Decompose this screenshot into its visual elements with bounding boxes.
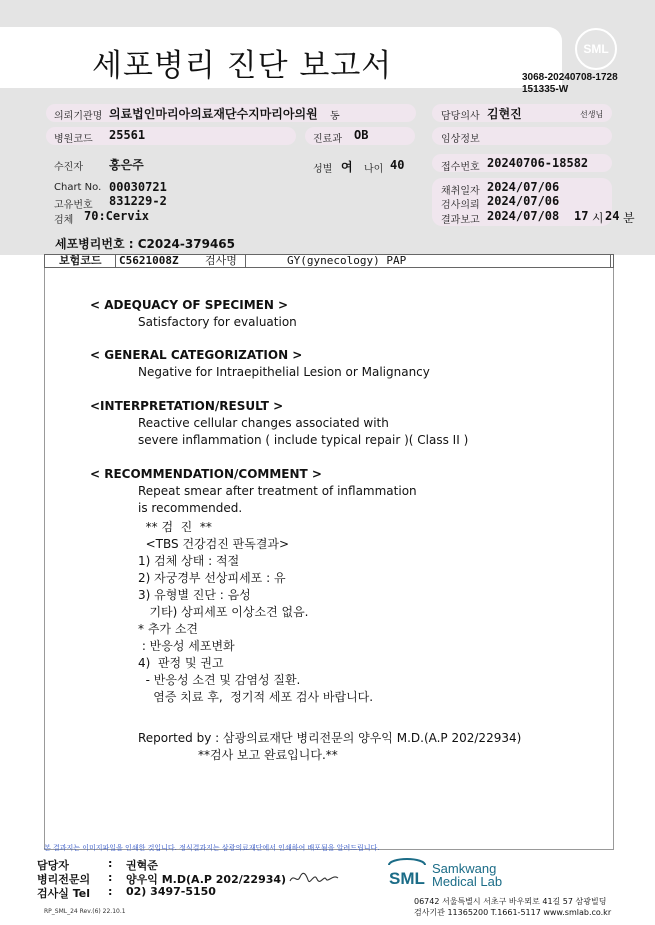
recommendation-line: 2) 자궁경부 선상피세포 : 유 <box>138 571 286 585</box>
insurance-row <box>44 254 614 268</box>
cyto-number: 세포병리번호 : C2024-379465 <box>55 237 235 251</box>
dong-label: 동 <box>330 111 340 122</box>
receipt-value: 20240706-18582 <box>487 156 589 170</box>
patient-label: 수진자 <box>54 162 83 173</box>
recommendation-line: Repeat smear after treatment of inflammation <box>138 484 417 498</box>
chart-label: Chart No. <box>54 182 102 193</box>
sex-value: 여 <box>341 160 353 174</box>
recommendation-line: * 추가 소견 <box>138 622 198 636</box>
hospital-value: 의료법인마리아의료재단수지마리아의원 <box>109 107 318 121</box>
interpretation-line: Reactive cellular changes associated with <box>138 416 389 430</box>
divider <box>115 255 116 267</box>
dept-value: OB <box>354 128 369 142</box>
report-completed: **검사 보고 완료입니다.** <box>198 748 338 762</box>
company-agency: 검사기관 11365200 T.1661-5117 www.smlab.co.kr <box>414 908 612 917</box>
adequacy-text: Satisfactory for evaluation <box>138 315 297 329</box>
result-hour-unit: 시 <box>592 211 604 225</box>
company-address: 06742 서울특별시 서초구 바우뫼로 41길 57 삼광빌딩 <box>414 897 607 906</box>
insurance-code-value: C5621008Z <box>119 254 179 267</box>
colon: : <box>108 885 113 898</box>
company-line2: Medical Lab <box>432 874 503 889</box>
notice-text: 본 결과지는 이미지파일을 인쇄한 것입니다. 정식결과지는 삼광의료재단에서 인쇄하여 배포됨을 알려드립니다. <box>44 844 380 852</box>
sex-label: 성별 <box>313 164 333 175</box>
signature-image <box>288 870 340 890</box>
recommendation-line: 기타) 상피세포 이상소견 없음. <box>138 605 309 619</box>
result-min-unit: 분 <box>623 211 635 225</box>
dept-label: 진료과 <box>313 134 342 145</box>
doctor-label: 담당의사 <box>441 111 480 122</box>
result-label: 결과보고 <box>441 215 480 226</box>
lab-tel-value: 02) 3497-5150 <box>126 885 216 898</box>
general-text: Negative for Intraepithelial Lesion or Malignancy <box>138 365 430 379</box>
recommendation-header: < RECOMMENDATION/COMMENT > <box>90 467 322 481</box>
patient-value: 홍은주 <box>109 158 144 172</box>
sml-logo-icon: SML <box>575 28 617 70</box>
recommendation-line: 4) 판정 및 권고 <box>138 656 224 670</box>
manager-label: 담당자 <box>37 859 69 872</box>
interpretation-header: <INTERPRETATION/RESULT > <box>90 399 284 413</box>
company-line1: Samkwang <box>432 861 497 876</box>
hospital-code-value: 25561 <box>109 128 146 142</box>
test-name-value: GY(gynecology) PAP <box>287 254 407 267</box>
recommendation-line: 3) 유형별 진단 : 음성 <box>138 588 251 602</box>
recommendation-line: 1) 검체 상태 : 적절 <box>138 554 240 568</box>
insurance-code-label: 보험코드 <box>59 254 102 267</box>
recommendation-line: is recommended. <box>138 501 243 515</box>
result-min: 24 <box>605 209 620 223</box>
unique-label: 고유번호 <box>54 200 93 211</box>
signature-icon <box>288 870 340 886</box>
pathologist-value: 양우익 M.D(A.P 202/22934) <box>126 873 287 886</box>
collect-value: 2024/07/06 <box>487 180 560 194</box>
colon: : <box>108 857 113 870</box>
recommendation-line: ** 검 진 ** <box>138 520 212 534</box>
recommendation-line: - 반응성 소견 및 감염성 질환. <box>138 673 301 687</box>
doctor-suffix: 선생님 <box>580 110 604 119</box>
collect-label: 채취일자 <box>441 186 480 197</box>
test-name-label: 검사명 <box>205 254 237 267</box>
age-label: 나이 <box>364 164 384 175</box>
result-date: 2024/07/08 <box>487 209 560 223</box>
request-label: 검사의뢰 <box>441 200 480 211</box>
divider <box>245 255 246 267</box>
manager-value: 권혁준 <box>126 859 158 872</box>
divider <box>610 255 611 267</box>
hospital-label: 의뢰기관명 <box>54 111 103 122</box>
document-id <box>522 72 618 96</box>
doctor-value: 김현진 <box>487 107 522 121</box>
page-title: 세포병리 진단 보고서 <box>92 48 393 84</box>
interpretation-line: severe inflammation ( include typical repair )( Class II ) <box>138 433 469 447</box>
general-header: < GENERAL CATEGORIZATION > <box>90 348 303 362</box>
colon: : <box>108 871 113 884</box>
pathologist-label: 병리전문의 <box>37 873 91 886</box>
reported-by: Reported by : 삼광의료재단 병리전문의 양우익 M.D.(A.P 202/22934) <box>138 731 522 745</box>
specimen-label: 검체 <box>54 215 74 226</box>
document-id-line2: 151335-W <box>522 84 569 95</box>
clinical-label: 임상정보 <box>441 134 480 145</box>
age-value: 40 <box>390 158 405 172</box>
recommendation-line: 염증 치료 후, 정기적 세포 검사 바랍니다. <box>138 690 374 704</box>
request-value: 2024/07/06 <box>487 194 560 208</box>
samkwang-logo-icon <box>385 858 429 888</box>
adequacy-header: < ADEQUACY OF SPECIMEN > <box>90 298 289 312</box>
specimen-value: 70:Cervix <box>84 209 150 223</box>
recommendation-line: : 반응성 세포변화 <box>138 639 235 653</box>
sml-mark-icon <box>385 858 429 890</box>
company-name <box>432 862 502 888</box>
document-id-line1: 3068-20240708-1728 <box>522 72 618 83</box>
hospital-code-label: 병원코드 <box>54 134 93 145</box>
chart-value: 00030721 <box>109 180 167 194</box>
result-hour: 17 <box>574 209 589 223</box>
svg-text:SML: SML <box>389 869 425 888</box>
unique-value: 831229-2 <box>109 194 167 208</box>
recommendation-line: <TBS 건강검진 판독결과> <box>138 537 290 551</box>
lab-tel-label: 검사실 Tel <box>37 887 90 900</box>
receipt-label: 접수번호 <box>441 162 480 173</box>
form-number: RP_SML_24 Rev.(6) 22.10.1 <box>44 908 126 915</box>
